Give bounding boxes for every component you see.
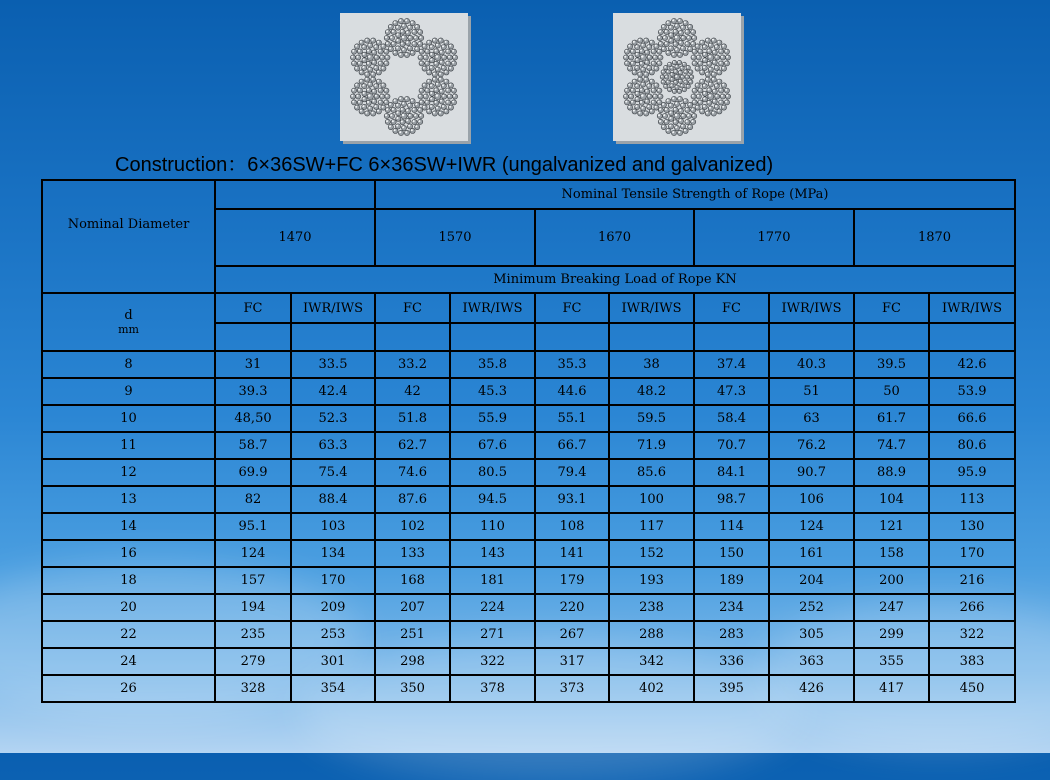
load-cell: 39.3: [215, 378, 291, 405]
diameter-cell: 20: [42, 594, 215, 621]
load-cell: 66.7: [535, 432, 609, 459]
load-cell: 71.9: [609, 432, 694, 459]
load-cell: 75.4: [291, 459, 375, 486]
load-cell: 288: [609, 621, 694, 648]
load-cell: 52.3: [291, 405, 375, 432]
load-cell: 322: [929, 621, 1015, 648]
load-cell: 67.6: [450, 432, 535, 459]
load-cell: 378: [450, 675, 535, 702]
iwr-column-header: IWR/IWS: [291, 293, 375, 323]
table-row: [42, 594, 1015, 621]
load-cell: 124: [215, 540, 291, 567]
load-cell: 417: [854, 675, 929, 702]
empty-header-cell: [215, 323, 291, 351]
diameter-cell: 11: [42, 432, 215, 459]
load-cell: 342: [609, 648, 694, 675]
fc-column-header: FC: [694, 293, 769, 323]
load-cell: 355: [854, 648, 929, 675]
diameter-cell: 18: [42, 567, 215, 594]
table-row: [42, 459, 1015, 486]
empty-header-cell: [694, 323, 769, 351]
grade-header: 1770: [694, 209, 854, 266]
iwr-column-header: IWR/IWS: [929, 293, 1015, 323]
load-cell: 150: [694, 540, 769, 567]
load-cell: 88.4: [291, 486, 375, 513]
diameter-symbol: d: [124, 308, 133, 323]
load-cell: 95.9: [929, 459, 1015, 486]
table-row: [42, 621, 1015, 648]
load-cell: 61.7: [854, 405, 929, 432]
empty-header-cell: [854, 323, 929, 351]
load-cell: 158: [854, 540, 929, 567]
load-cell: 216: [929, 567, 1015, 594]
grade-header: 1670: [535, 209, 694, 266]
load-cell: 354: [291, 675, 375, 702]
load-cell: 194: [215, 594, 291, 621]
load-cell: 189: [694, 567, 769, 594]
fc-column-header: FC: [854, 293, 929, 323]
table-row: [42, 648, 1015, 675]
load-cell: 328: [215, 675, 291, 702]
load-cell: 121: [854, 513, 929, 540]
load-cell: 44.6: [535, 378, 609, 405]
load-cell: 279: [215, 648, 291, 675]
load-cell: 42: [375, 378, 450, 405]
load-cell: 95.1: [215, 513, 291, 540]
load-cell: 267: [535, 621, 609, 648]
diameter-unit-header: [42, 293, 215, 351]
load-cell: 193: [609, 567, 694, 594]
load-cell: 39.5: [854, 351, 929, 378]
empty-header-cell: [291, 323, 375, 351]
load-cell: 50: [854, 378, 929, 405]
iwr-column-header: IWR/IWS: [450, 293, 535, 323]
diameter-cell: 8: [42, 351, 215, 378]
load-cell: 252: [769, 594, 854, 621]
load-cell: 103: [291, 513, 375, 540]
load-cell: 69.9: [215, 459, 291, 486]
diameter-cell: 9: [42, 378, 215, 405]
load-cell: 76.2: [769, 432, 854, 459]
load-cell: 98.7: [694, 486, 769, 513]
wire-rope-fc-cross-section-icon: [340, 13, 468, 141]
load-cell: 134: [291, 540, 375, 567]
load-cell: 450: [929, 675, 1015, 702]
load-cell: 100: [609, 486, 694, 513]
load-cell: 85.6: [609, 459, 694, 486]
table-row: [42, 567, 1015, 594]
table-row: [42, 405, 1015, 432]
load-cell: 124: [769, 513, 854, 540]
load-cell: 170: [291, 567, 375, 594]
load-cell: 74.7: [854, 432, 929, 459]
table-row: [42, 486, 1015, 513]
load-cell: 168: [375, 567, 450, 594]
diameter-cell: 24: [42, 648, 215, 675]
load-cell: 84.1: [694, 459, 769, 486]
load-cell: 305: [769, 621, 854, 648]
load-cell: 82: [215, 486, 291, 513]
diameter-cell: 12: [42, 459, 215, 486]
load-cell: 48.2: [609, 378, 694, 405]
load-cell: 402: [609, 675, 694, 702]
empty-header-cell: [769, 323, 854, 351]
diameter-cell: 13: [42, 486, 215, 513]
load-cell: 55.1: [535, 405, 609, 432]
load-cell: 204: [769, 567, 854, 594]
load-cell: 93.1: [535, 486, 609, 513]
load-cell: 157: [215, 567, 291, 594]
load-cell: 53.9: [929, 378, 1015, 405]
load-cell: 87.6: [375, 486, 450, 513]
load-cell: 47.3: [694, 378, 769, 405]
load-cell: 247: [854, 594, 929, 621]
load-cell: 283: [694, 621, 769, 648]
load-cell: 130: [929, 513, 1015, 540]
load-cell: 58.7: [215, 432, 291, 459]
load-cell: 426: [769, 675, 854, 702]
grade-header: 1470: [215, 209, 375, 266]
load-cell: 238: [609, 594, 694, 621]
page-title: Construction：6×36SW+FC 6×36SW+IWR (ungalvanized and galvanized): [115, 154, 774, 176]
load-cell: 66.6: [929, 405, 1015, 432]
diameter-cell: 16: [42, 540, 215, 567]
load-cell: 70.7: [694, 432, 769, 459]
load-cell: 383: [929, 648, 1015, 675]
load-cell: 271: [450, 621, 535, 648]
grade-header: 1870: [854, 209, 1015, 266]
load-cell: 48,50: [215, 405, 291, 432]
fc-column-header: FC: [375, 293, 450, 323]
diameter-cell: 22: [42, 621, 215, 648]
wire-rope-iwr-cross-section-icon: [613, 13, 741, 141]
load-cell: 88.9: [854, 459, 929, 486]
load-cell: 62.7: [375, 432, 450, 459]
load-cell: 51: [769, 378, 854, 405]
load-cell: 79.4: [535, 459, 609, 486]
load-cell: 104: [854, 486, 929, 513]
load-cell: 181: [450, 567, 535, 594]
load-cell: 58.4: [694, 405, 769, 432]
load-cell: 59.5: [609, 405, 694, 432]
fc-column-header: FC: [215, 293, 291, 323]
breaking-load-header: Minimum Breaking Load of Rope KN: [215, 266, 1015, 293]
tensile-strength-header: Nominal Tensile Strength of Rope (MPa): [375, 180, 1015, 209]
load-cell: 152: [609, 540, 694, 567]
table-row: [42, 351, 1015, 378]
load-cell: 31: [215, 351, 291, 378]
iwr-column-header: IWR/IWS: [609, 293, 694, 323]
load-cell: 37.4: [694, 351, 769, 378]
load-cell: 224: [450, 594, 535, 621]
diameter-cell: 14: [42, 513, 215, 540]
load-cell: 38: [609, 351, 694, 378]
load-cell: 179: [535, 567, 609, 594]
load-cell: 106: [769, 486, 854, 513]
load-cell: 350: [375, 675, 450, 702]
empty-header-cell: [375, 323, 450, 351]
fc-column-header: FC: [535, 293, 609, 323]
table-row: [42, 540, 1015, 567]
load-cell: 74.6: [375, 459, 450, 486]
load-cell: 298: [375, 648, 450, 675]
load-cell: 117: [609, 513, 694, 540]
load-cell: 395: [694, 675, 769, 702]
load-cell: 55.9: [450, 405, 535, 432]
load-cell: 102: [375, 513, 450, 540]
load-cell: 251: [375, 621, 450, 648]
load-cell: 42.4: [291, 378, 375, 405]
load-cell: 299: [854, 621, 929, 648]
load-cell: 108: [535, 513, 609, 540]
grade-header: 1570: [375, 209, 535, 266]
load-cell: 113: [929, 486, 1015, 513]
empty-header-cell: [929, 323, 1015, 351]
load-cell: 220: [535, 594, 609, 621]
table-row: [42, 675, 1015, 702]
table-row: [42, 513, 1015, 540]
load-cell: 170: [929, 540, 1015, 567]
empty-header-cell: [215, 180, 375, 209]
load-cell: 33.5: [291, 351, 375, 378]
load-cell: 143: [450, 540, 535, 567]
load-cell: 336: [694, 648, 769, 675]
load-cell: 90.7: [769, 459, 854, 486]
load-cell: 63: [769, 405, 854, 432]
diameter-unit: mm: [118, 323, 139, 336]
load-cell: 94.5: [450, 486, 535, 513]
load-cell: 51.8: [375, 405, 450, 432]
load-cell: 253: [291, 621, 375, 648]
empty-header-cell: [609, 323, 694, 351]
load-cell: 42.6: [929, 351, 1015, 378]
load-cell: 35.8: [450, 351, 535, 378]
load-cell: 133: [375, 540, 450, 567]
load-cell: 266: [929, 594, 1015, 621]
diameter-cell: 10: [42, 405, 215, 432]
load-cell: 63.3: [291, 432, 375, 459]
load-cell: 301: [291, 648, 375, 675]
load-cell: 161: [769, 540, 854, 567]
empty-header-cell: [450, 323, 535, 351]
load-cell: 200: [854, 567, 929, 594]
load-cell: 35.3: [535, 351, 609, 378]
breaking-load-table: [41, 179, 1016, 703]
load-cell: 235: [215, 621, 291, 648]
load-cell: 234: [694, 594, 769, 621]
load-cell: 363: [769, 648, 854, 675]
load-cell: 80.5: [450, 459, 535, 486]
load-cell: 373: [535, 675, 609, 702]
load-cell: 40.3: [769, 351, 854, 378]
empty-header-cell: [535, 323, 609, 351]
iwr-column-header: IWR/IWS: [769, 293, 854, 323]
load-cell: 317: [535, 648, 609, 675]
load-cell: 110: [450, 513, 535, 540]
load-cell: 209: [291, 594, 375, 621]
load-cell: 141: [535, 540, 609, 567]
load-cell: 80.6: [929, 432, 1015, 459]
table-row: [42, 378, 1015, 405]
load-cell: 33.2: [375, 351, 450, 378]
load-cell: 114: [694, 513, 769, 540]
nominal-diameter-header: Nominal Diameter: [42, 180, 215, 293]
table-row: [42, 432, 1015, 459]
diameter-cell: 26: [42, 675, 215, 702]
load-cell: 322: [450, 648, 535, 675]
load-cell: 207: [375, 594, 450, 621]
load-cell: 45.3: [450, 378, 535, 405]
